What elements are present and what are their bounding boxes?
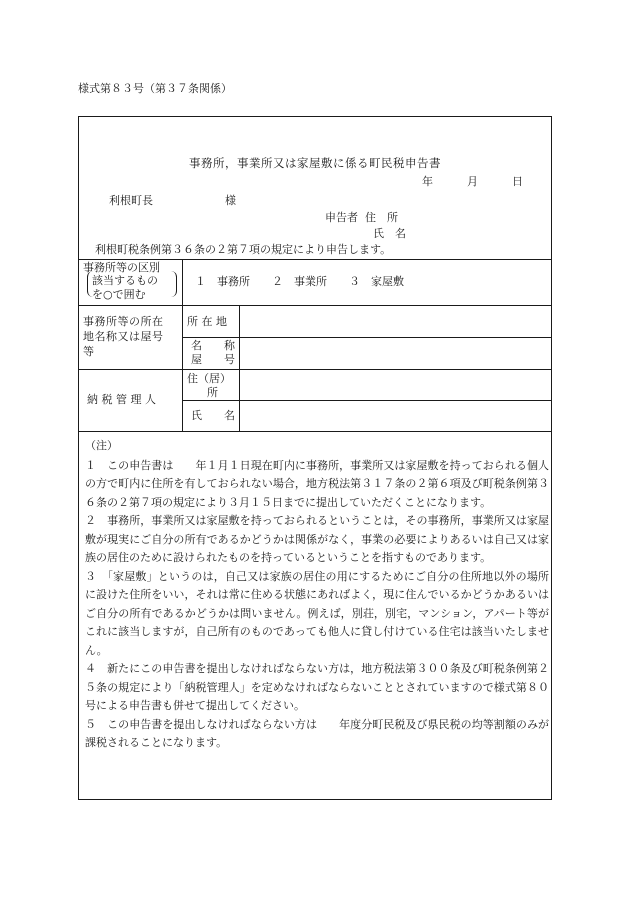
tax-manager-label: 納 税 管 理 人: [87, 393, 156, 406]
location-label-2: 地名称又は屋号: [83, 330, 164, 343]
applicant-address-line: [325, 209, 398, 225]
note-item-4: ４ 新たにこの申告書を提出しなければならない方は，地方税法第３００条及び町税条例第２５条の規定により「納税管理人」を定めなければならないこととされていますので様式第８０号による申告書も併せて提出してください。: [85, 662, 549, 712]
addressee-honorific: 様: [225, 194, 236, 207]
table-bottom-border: [79, 431, 551, 432]
category-options: １ 事務所 ２ 事業所 ３ 家屋敷: [195, 275, 404, 288]
declaration-text: 利根町税条例第３６条の２第７項の規定により申告します。: [95, 243, 392, 256]
category-instruction-2: を○で囲む: [92, 288, 146, 301]
applicant-name-label: 氏 名: [373, 227, 406, 240]
applicant-address-label: 住 所: [365, 211, 398, 224]
notes-heading: （注）: [85, 439, 118, 452]
manager-name-label: 氏 名: [191, 409, 235, 422]
residence-label-2: 所: [207, 386, 218, 399]
sub-row-divider-1: [182, 337, 551, 338]
row-divider-2: [79, 369, 551, 370]
note-item-2: ２ 事務所，事業所又は家屋敷を持っておられるということは，その事務所，事業所又は家屋敷が現実にご自分の所有であるかどうかは関係がなく，事業の必要によりあるいは自己又は家族の居住のために設けられたものを持っているということを指すものであります。: [85, 514, 549, 564]
form-title: 事務所，事業所又は家屋敷に係る町民税申告書: [189, 156, 441, 170]
date-month: 月: [467, 175, 478, 188]
note-item-1: １ この申告書は 年１月１日現在町内に事務所，事業所又は家屋敷を持っておられる個人の方で町内に住所を有しておられない場合，地方税法第３１７条の２第６項及び町税条例第３６条の２第７項の規定により３月１５日までに提出していただくことになります。: [85, 458, 549, 509]
name-field-label: 名 称: [191, 339, 235, 352]
note-item-3: ３ 「家屋敷」というのは，自己又は家族の居住の用にするためにご自分の住所地以外の場所に設けた住所をいい，それは常に住める状態にあればよく，現に住んでいるかどうかあるいはご自分の所有であるかどうかは問いません。例えば，別荘，別宅，マンション，アパート等がこれに該当しますが，自己所有のものであっても他人に貸し付けている住宅は該当いたしません。: [85, 569, 549, 657]
applicant-label: 申告者: [325, 211, 358, 224]
category-label: 事務所等の区別: [83, 261, 160, 274]
table-top-border: [79, 259, 551, 260]
addressee: [109, 192, 236, 208]
date-day: 日: [512, 175, 523, 188]
form-number: 様式第８３号（第３７条関係）: [78, 82, 232, 95]
addressee-name: 利根町長: [109, 194, 153, 207]
residence-label-1: 住（居）: [187, 372, 231, 385]
location-label-3: 等: [83, 345, 94, 358]
location-field-label: 所 在 地: [187, 315, 227, 328]
note-item-5: ５ この申告書を提出しなければならない方は 年度分町民税及び県民税の均等割額のみが課税されることになります。: [85, 717, 549, 749]
date-line: [422, 173, 523, 189]
row-divider-1: [79, 305, 551, 306]
column-divider-1: [182, 259, 183, 431]
sub-row-divider-2: [182, 400, 551, 401]
form-frame: [78, 116, 552, 800]
notes-section: [85, 437, 549, 753]
date-year: 年: [422, 175, 433, 188]
category-instruction-1: 該当するもの: [92, 274, 158, 287]
location-label-1: 事務所等の所在: [83, 315, 164, 328]
column-divider-2: [239, 305, 240, 431]
trade-name-field-label: 屋 号: [191, 353, 235, 366]
